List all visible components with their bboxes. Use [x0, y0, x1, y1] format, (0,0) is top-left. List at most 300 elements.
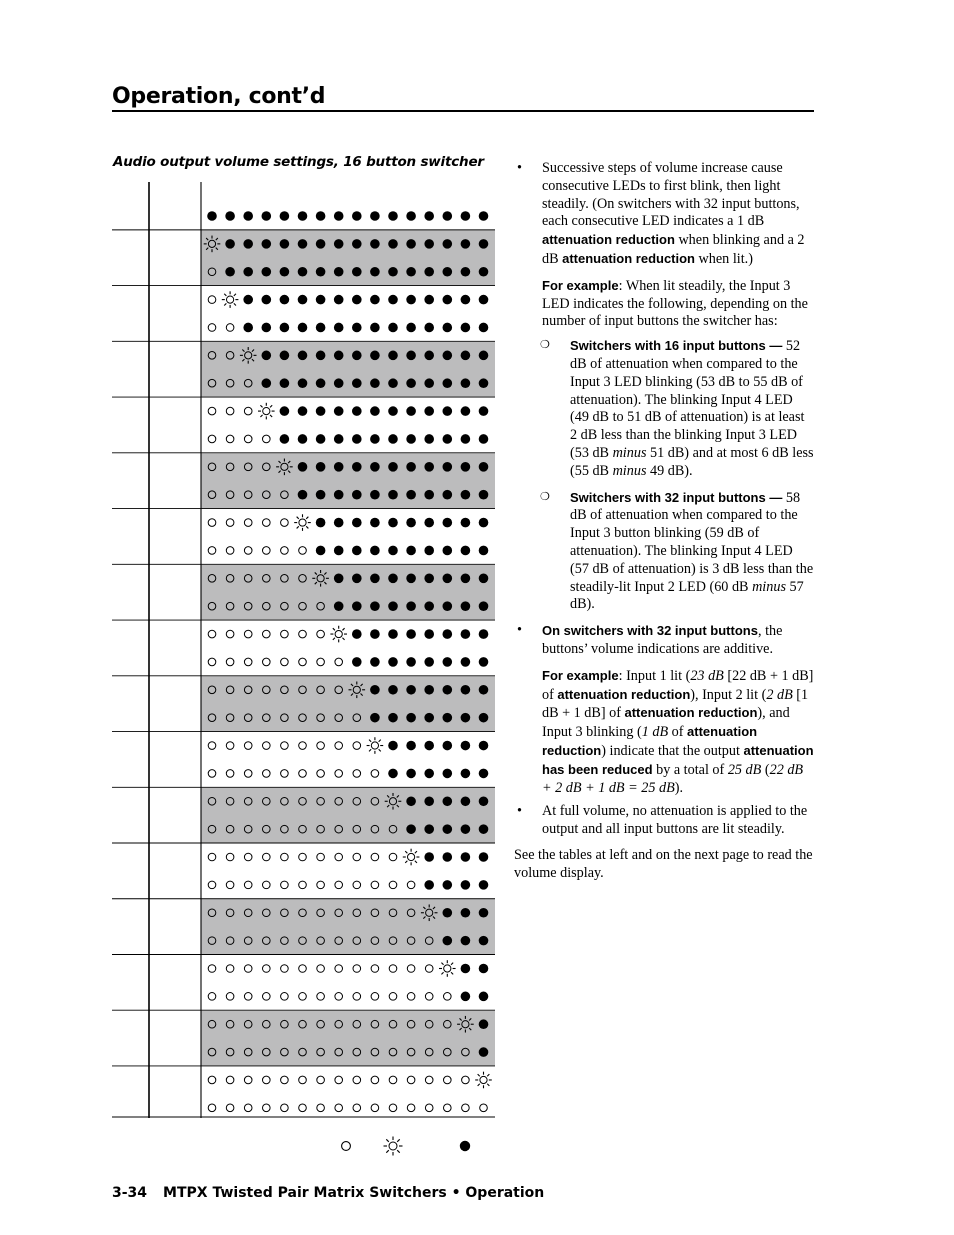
- led-off: [317, 1104, 325, 1112]
- led-off: [226, 630, 234, 638]
- led-lit: [388, 685, 398, 695]
- led-off: [208, 853, 216, 861]
- led-off: [299, 547, 307, 555]
- led-off: [208, 407, 216, 415]
- explanation-column: [514, 160, 814, 882]
- led-off: [317, 1076, 325, 1084]
- led-lit: [479, 992, 489, 1002]
- led-lit: [334, 295, 344, 305]
- led-off: [317, 993, 325, 1001]
- led-lit: [443, 546, 453, 556]
- led-off: [226, 407, 234, 415]
- led-off: [244, 658, 252, 666]
- led-off: [226, 993, 234, 1001]
- led-off: [444, 1104, 452, 1112]
- led-lit: [479, 824, 489, 834]
- led-off: [244, 1076, 252, 1084]
- led-lit: [388, 378, 398, 388]
- led-lit: [352, 239, 362, 249]
- led-lit: [388, 629, 398, 639]
- led-lit: [461, 378, 471, 388]
- led-off: [263, 853, 271, 861]
- led-lit: [424, 267, 434, 277]
- led-off: [444, 1076, 452, 1084]
- led-off: [226, 519, 234, 527]
- led-off: [407, 993, 415, 1001]
- led-off: [371, 1076, 379, 1084]
- led-lit: [479, 936, 489, 946]
- led-off: [444, 993, 452, 1001]
- led-lit: [479, 351, 489, 361]
- led-lit: [479, 211, 489, 221]
- led-lit: [461, 601, 471, 611]
- led-lit: [479, 713, 489, 723]
- led-lit: [443, 629, 453, 639]
- led-lit: [406, 323, 416, 333]
- led-lit: [424, 323, 434, 333]
- led-off: [244, 881, 252, 889]
- led-lit: [243, 211, 253, 221]
- led-lit: [352, 601, 362, 611]
- led-lit: [443, 796, 453, 806]
- closing-paragraph: See the tables at left and on the next page to read the volume display.: [514, 846, 813, 881]
- led-off: [226, 547, 234, 555]
- led-off: [226, 742, 234, 750]
- led-lit: [370, 713, 380, 723]
- led-off: [335, 1076, 343, 1084]
- led-lit: [352, 434, 362, 444]
- led-off: [244, 742, 252, 750]
- led-off: [244, 770, 252, 778]
- led-lit: [424, 741, 434, 751]
- led-lit: [443, 852, 453, 862]
- led-lit: [424, 657, 434, 667]
- led-off: [281, 965, 289, 973]
- led-lit: [424, 518, 434, 528]
- led-off: [335, 742, 343, 750]
- led-off: [480, 1104, 488, 1112]
- led-lit: [406, 434, 416, 444]
- led-lit: [280, 434, 290, 444]
- page-footer: [112, 1185, 544, 1201]
- led-off: [226, 881, 234, 889]
- led-lit: [461, 518, 471, 528]
- led-lit: [479, 462, 489, 472]
- led-lit: [298, 323, 308, 333]
- led-off: [226, 324, 234, 332]
- led-off: [299, 1104, 307, 1112]
- led-lit: [370, 657, 380, 667]
- led-off: [244, 993, 252, 1001]
- led-off: [335, 1104, 343, 1112]
- led-lit: [316, 211, 326, 221]
- led-lit: [316, 434, 326, 444]
- led-lit: [316, 239, 326, 249]
- led-off: [263, 519, 271, 527]
- led-lit: [461, 211, 471, 221]
- bullet-mark: •: [517, 803, 522, 820]
- led-lit: [225, 239, 235, 249]
- led-lit: [461, 936, 471, 946]
- led-off: [407, 1104, 415, 1112]
- led-off: [208, 993, 216, 1001]
- led-off: [208, 630, 216, 638]
- led-lit: [370, 239, 380, 249]
- led-lit: [334, 434, 344, 444]
- led-off: [263, 1104, 271, 1112]
- led-lit: [370, 406, 380, 416]
- led-off: [389, 1104, 397, 1112]
- led-lit: [461, 685, 471, 695]
- led-lit: [443, 741, 453, 751]
- led-lit: [479, 239, 489, 249]
- led-off: [389, 881, 397, 889]
- led-lit: [280, 406, 290, 416]
- led-off: [208, 1104, 216, 1112]
- led-lit: [479, 629, 489, 639]
- led-off: [335, 881, 343, 889]
- led-lit: [370, 546, 380, 556]
- led-lit: [443, 490, 453, 500]
- led-off: [281, 630, 289, 638]
- led-lit: [334, 211, 344, 221]
- led-lit: [443, 685, 453, 695]
- led-lit: [479, 546, 489, 556]
- led-lit: [316, 295, 326, 305]
- led-lit: [298, 351, 308, 361]
- led-lit: [388, 741, 398, 751]
- led-lit: [406, 267, 416, 277]
- led-lit: [388, 239, 398, 249]
- led-lit: [443, 211, 453, 221]
- led-lit: [443, 351, 453, 361]
- led-lit: [424, 713, 434, 723]
- led-lit: [262, 239, 272, 249]
- led-lit: [280, 351, 290, 361]
- led-lit: [243, 239, 253, 249]
- led-lit: [479, 490, 489, 500]
- led-lit: [352, 351, 362, 361]
- led-lit: [424, 852, 434, 862]
- led-lit: [461, 434, 471, 444]
- led-lit: [334, 406, 344, 416]
- led-lit: [424, 601, 434, 611]
- led-lit: [479, 769, 489, 779]
- led-lit: [479, 406, 489, 416]
- led-off: [263, 435, 271, 443]
- led-lit: [298, 211, 308, 221]
- bullet-mark: •: [517, 160, 522, 176]
- led-lit: [406, 574, 416, 584]
- led-off: [244, 435, 252, 443]
- example-paragraph-1: For example: When lit steadily, the Input 3 LED indicates the following, depending on the number of input buttons the switcher has:: [542, 277, 808, 330]
- led-lit: [298, 267, 308, 277]
- led-lit: [406, 824, 416, 834]
- led-off: [371, 770, 379, 778]
- led-lit: [280, 239, 290, 249]
- led-off: [335, 993, 343, 1001]
- led-lit: [479, 1019, 489, 1029]
- led-off: [226, 658, 234, 666]
- led-blinking: [403, 849, 420, 866]
- led-blinking: [367, 737, 384, 754]
- led-lit: [262, 295, 272, 305]
- led-lit: [334, 239, 344, 249]
- led-lit: [280, 323, 290, 333]
- led-lit: [424, 378, 434, 388]
- led-lit: [406, 490, 416, 500]
- led-blinking: [258, 403, 275, 420]
- led-volume-table: [112, 182, 495, 1118]
- bullet-led-steps: • Successive steps of volume increase cause consecutive LEDs to first blink, then light steadily. (On switchers with 32 input buttons, each consecutive LED indicates a 1 dB attenuation reduction when blinking and a 2 dB attenuation reduction when lit.): [517, 160, 805, 267]
- led-lit: [370, 295, 380, 305]
- led-lit: [280, 267, 290, 277]
- subbullet-16-buttons: ❍ Switchers with 16 input buttons — 52 dB of attenuation when compared to the Input 3 LED blinking (53 dB to 55 dB of attenuation). The blinking Input 4 LED (49 dB to 51 dB of attenuation) is at least 2 dB less than the blinking Input 3 LED (53 dB minus 51 dB) and at most 6 dB less (55 dB minus 49 dB).: [540, 338, 814, 479]
- led-lit: [443, 462, 453, 472]
- led-lit: [479, 685, 489, 695]
- led-lit: [461, 741, 471, 751]
- led-off: [263, 1076, 271, 1084]
- led-off: [263, 547, 271, 555]
- led-off: [299, 770, 307, 778]
- led-lit: [461, 323, 471, 333]
- led-lit: [316, 378, 326, 388]
- led-off: [208, 770, 216, 778]
- led-lit: [316, 351, 326, 361]
- legend-lit-icon: [460, 1141, 470, 1151]
- led-lit: [243, 267, 253, 277]
- led-lit: [352, 211, 362, 221]
- led-lit: [262, 323, 272, 333]
- led-lit: [443, 323, 453, 333]
- led-off: [317, 965, 325, 973]
- led-blinking: [439, 960, 456, 977]
- led-lit: [388, 323, 398, 333]
- led-lit: [479, 657, 489, 667]
- led-off: [299, 853, 307, 861]
- led-lit: [352, 629, 362, 639]
- led-off: [244, 547, 252, 555]
- led-lit: [352, 546, 362, 556]
- led-lit: [424, 295, 434, 305]
- led-off: [263, 993, 271, 1001]
- led-lit: [461, 908, 471, 918]
- led-off: [263, 881, 271, 889]
- led-off: [281, 519, 289, 527]
- led-lit: [334, 323, 344, 333]
- led-lit: [479, 1047, 489, 1057]
- led-lit: [424, 211, 434, 221]
- led-off: [299, 630, 307, 638]
- led-off: [263, 965, 271, 973]
- led-lit: [243, 295, 253, 305]
- led-off: [371, 881, 379, 889]
- led-lit: [479, 741, 489, 751]
- led-lit: [443, 574, 453, 584]
- led-lit: [461, 490, 471, 500]
- led-off: [389, 1076, 397, 1084]
- led-lit: [479, 880, 489, 890]
- led-lit: [424, 434, 434, 444]
- led-off: [353, 1076, 361, 1084]
- led-off: [425, 1104, 433, 1112]
- bullet-additive: • On switchers with 32 input buttons, the buttons’ volume indications are additive.: [517, 622, 783, 657]
- led-lit: [443, 657, 453, 667]
- led-lit: [388, 267, 398, 277]
- led-blinking: [222, 291, 239, 308]
- led-off: [407, 881, 415, 889]
- led-off: [226, 1104, 234, 1112]
- led-lit: [388, 518, 398, 528]
- led-lit: [316, 462, 326, 472]
- led-off: [299, 965, 307, 973]
- led-off: [425, 993, 433, 1001]
- led-off: [353, 853, 361, 861]
- led-blinking: [294, 514, 311, 531]
- led-lit: [424, 880, 434, 890]
- led-lit: [316, 406, 326, 416]
- led-lit: [424, 546, 434, 556]
- led-lit: [424, 574, 434, 584]
- led-off: [244, 1104, 252, 1112]
- led-lit: [352, 295, 362, 305]
- led-off: [208, 1076, 216, 1084]
- led-off: [317, 853, 325, 861]
- led-off: [335, 965, 343, 973]
- led-off: [226, 853, 234, 861]
- led-off: [371, 965, 379, 973]
- led-off: [208, 881, 216, 889]
- led-lit: [262, 378, 272, 388]
- led-off: [281, 1104, 289, 1112]
- led-off: [244, 630, 252, 638]
- led-lit: [388, 295, 398, 305]
- led-off: [226, 1076, 234, 1084]
- led-lit: [461, 267, 471, 277]
- shaded-row-group: [201, 899, 495, 954]
- led-off: [462, 1076, 470, 1084]
- led-lit: [262, 267, 272, 277]
- led-off: [353, 1104, 361, 1112]
- led-off: [425, 965, 433, 973]
- led-lit: [479, 601, 489, 611]
- led-off: [244, 519, 252, 527]
- subbullet-mark: ❍: [540, 339, 550, 352]
- led-off: [353, 742, 361, 750]
- led-lit: [334, 518, 344, 528]
- led-lit: [225, 211, 235, 221]
- led-off: [299, 881, 307, 889]
- led-lit: [388, 546, 398, 556]
- legend-blinking-icon: [384, 1137, 403, 1156]
- led-off: [263, 770, 271, 778]
- led-lit: [316, 546, 326, 556]
- led-off: [407, 1076, 415, 1084]
- led-lit: [479, 796, 489, 806]
- led-lit: [461, 574, 471, 584]
- led-lit: [388, 462, 398, 472]
- led-lit: [461, 852, 471, 862]
- led-lit: [280, 378, 290, 388]
- led-lit: [406, 239, 416, 249]
- led-off: [335, 770, 343, 778]
- led-lit: [243, 323, 253, 333]
- footer-text: MTPX Twisted Pair Matrix Switchers • Operation: [163, 1185, 545, 1201]
- led-lit: [443, 406, 453, 416]
- example-paragraph-2: For example: Input 1 lit (23 dB [22 dB + 1 dB] of attenuation reduction), Input 2 lit (2 dB [1 dB + 1 dB] of attenuation reduction), and Input 3 blinking (1 dB of attenuation reduction) indicate that the output attenuation has been reduced by a total of 25 dB (22 dB + 2 dB + 1 dB = 25 dB).: [542, 667, 814, 796]
- led-lit: [352, 267, 362, 277]
- led-lit: [461, 295, 471, 305]
- led-off: [208, 296, 216, 304]
- led-lit: [406, 378, 416, 388]
- led-off: [389, 993, 397, 1001]
- page-number: 3-34: [112, 1185, 148, 1201]
- led-lit: [334, 574, 344, 584]
- led-lit: [370, 601, 380, 611]
- led-legend: [330, 1134, 480, 1158]
- led-blinking: [330, 626, 347, 643]
- led-lit: [461, 880, 471, 890]
- led-off: [317, 770, 325, 778]
- led-off: [208, 547, 216, 555]
- led-lit: [334, 462, 344, 472]
- shaded-row-group: [201, 1011, 495, 1066]
- led-lit: [461, 992, 471, 1002]
- led-lit: [406, 629, 416, 639]
- led-off: [208, 742, 216, 750]
- led-lit: [443, 295, 453, 305]
- led-off: [208, 435, 216, 443]
- led-off: [407, 965, 415, 973]
- led-lit: [298, 378, 308, 388]
- led-lit: [479, 908, 489, 918]
- led-lit: [388, 211, 398, 221]
- led-lit: [316, 518, 326, 528]
- shaded-row-group: [201, 788, 495, 843]
- led-lit: [406, 713, 416, 723]
- led-off: [353, 770, 361, 778]
- led-lit: [461, 239, 471, 249]
- led-lit: [406, 211, 416, 221]
- led-off: [281, 881, 289, 889]
- led-lit: [207, 211, 217, 221]
- led-lit: [443, 880, 453, 890]
- led-off: [226, 435, 234, 443]
- led-lit: [406, 796, 416, 806]
- led-lit: [424, 796, 434, 806]
- led-lit: [370, 462, 380, 472]
- led-lit: [334, 546, 344, 556]
- led-lit: [334, 490, 344, 500]
- led-off: [208, 324, 216, 332]
- led-lit: [334, 351, 344, 361]
- led-lit: [388, 490, 398, 500]
- led-off: [317, 630, 325, 638]
- led-off: [317, 881, 325, 889]
- led-off: [389, 853, 397, 861]
- led-off: [353, 965, 361, 973]
- led-off: [281, 547, 289, 555]
- led-lit: [406, 462, 416, 472]
- led-off: [244, 407, 252, 415]
- led-off: [263, 742, 271, 750]
- led-lit: [388, 769, 398, 779]
- led-lit: [316, 267, 326, 277]
- legend-off-icon: [342, 1142, 351, 1151]
- led-lit: [334, 601, 344, 611]
- led-lit: [388, 406, 398, 416]
- led-lit: [424, 824, 434, 834]
